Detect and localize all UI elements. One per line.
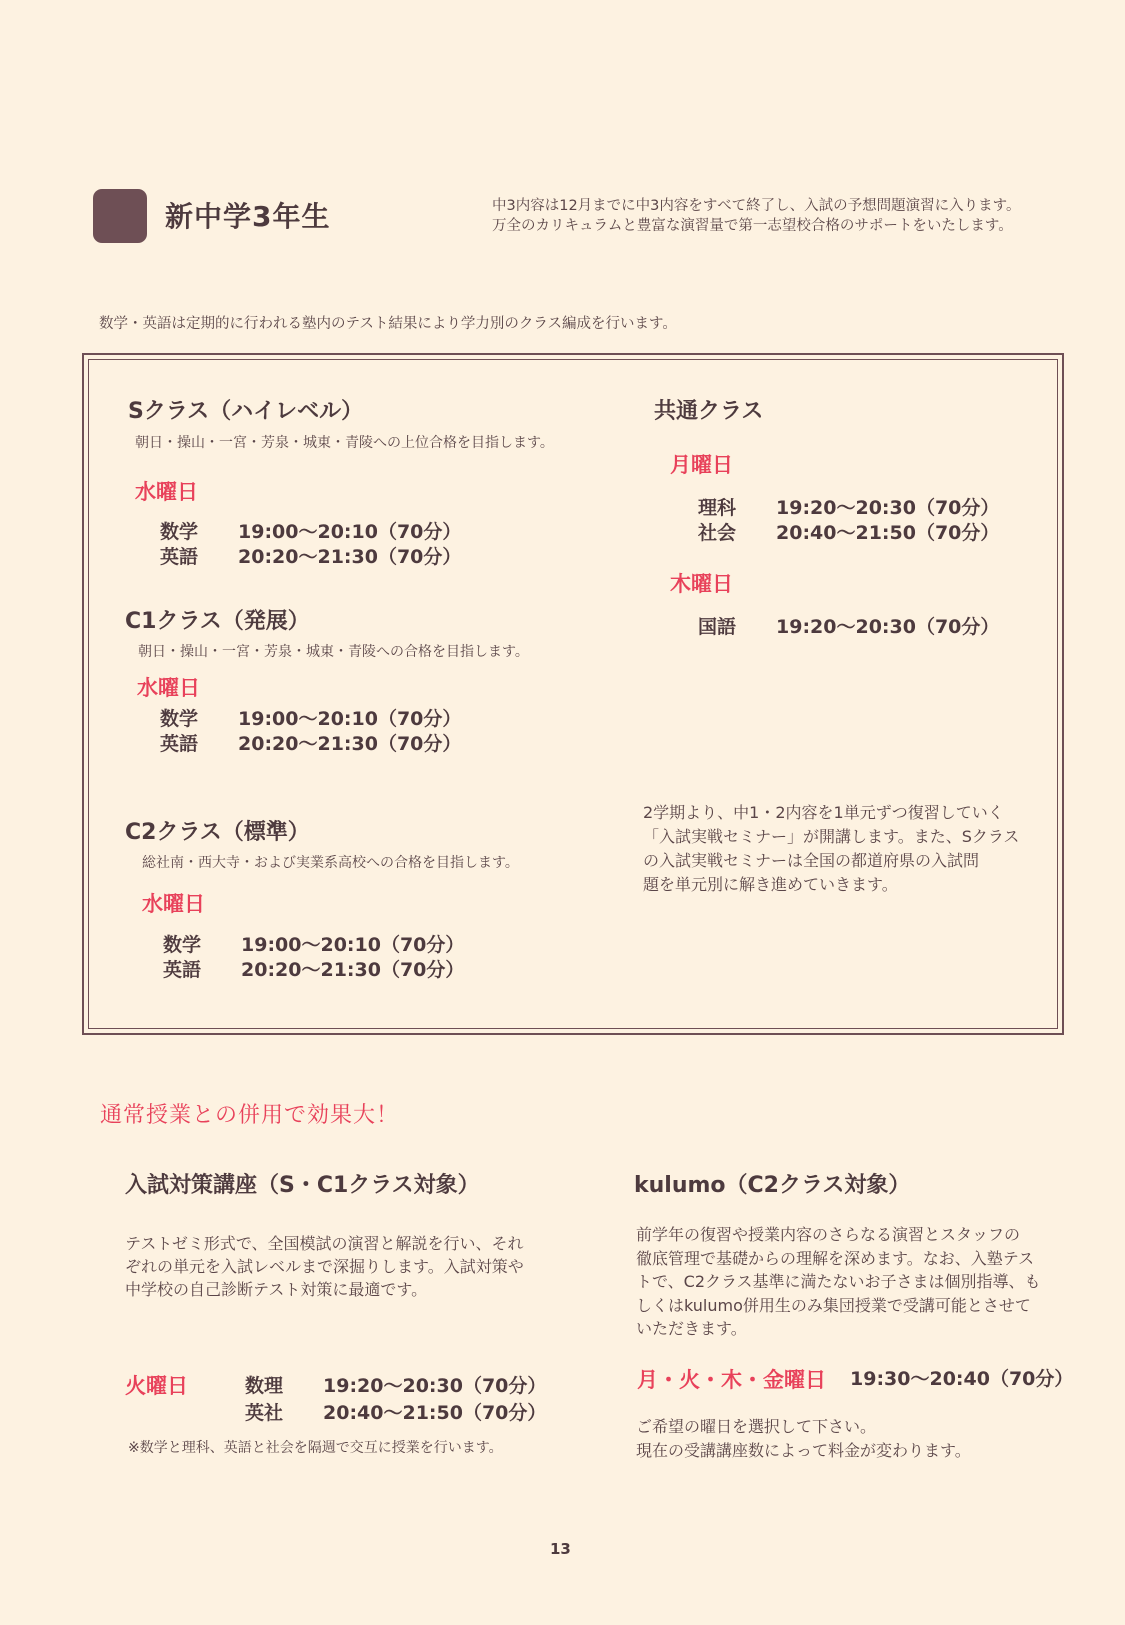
prep-course-day: 火曜日 (125, 1374, 188, 1398)
c1-class-title: C1クラス（発展） (125, 609, 310, 634)
c1-class-day: 水曜日 (137, 676, 200, 700)
c2-class-desc: 総社南・西大寺・および実業系高校への合格を目指します。 (142, 855, 519, 871)
s-class-desc: 朝日・操山・一宮・芳泉・城東・青陵への上位合格を目指します。 (135, 435, 554, 451)
common-class-title: 共通クラス (654, 399, 764, 424)
common-class-row: 理科 19:20〜20:30（70分） (698, 497, 1000, 519)
c1-class-row: 英語 20:20〜21:30（70分） (160, 733, 462, 755)
page-title: 新中学3年生 (165, 200, 331, 233)
c1-class-desc: 朝日・操山・一宮・芳泉・城東・青陵への合格を目指します。 (138, 644, 529, 660)
common-class-row: 社会 20:40〜21:50（70分） (698, 522, 1000, 544)
prep-course-row: 数理 19:20〜20:30（70分） (245, 1375, 547, 1397)
c2-class-row: 数学 19:00〜20:10（70分） (163, 934, 465, 956)
prep-course-desc: テストゼミ形式で、全国模試の演習と解説を行い、それ ぞれの単元を入試レベルまで深掘りします。入試対策や 中学校の自己診断テスト対策に最適です。 (125, 1234, 524, 1299)
s-class-row: 英語 20:20〜21:30（70分） (160, 546, 462, 568)
common-class-row: 国語 19:20〜20:30（70分） (698, 616, 1000, 638)
section-badge (93, 189, 147, 243)
s-class-row: 数学 19:00〜20:10（70分） (160, 521, 462, 543)
c1-class-row: 数学 19:00〜20:10（70分） (160, 708, 462, 730)
c2-class-day: 水曜日 (142, 892, 205, 916)
combo-heading: 通常授業との併用で効果大！ (100, 1103, 400, 1128)
c2-class-title: C2クラス（標準） (125, 820, 310, 845)
kulumo-title: kulumo（C2クラス対象） (634, 1173, 911, 1198)
s-class-title: Sクラス（ハイレベル） (128, 399, 364, 424)
kulumo-desc: 前学年の復習や授業内容のさらなる演習とスタッフの 徹底管理で基礎からの理解を深めます。なお、入塾テス トで、C2クラス基準に満たないお子さまは個別指導、も しくはkulumo併用生のみ集団授業で受講可能とさせて いただきます。 (636, 1225, 1041, 1338)
prep-course-footnote: ※数学と理科、英語と社会を隔週で交互に授業を行います。 (128, 1440, 503, 1456)
prep-course-row: 英社 20:40〜21:50（70分） (245, 1402, 547, 1424)
common-class-thu-day: 木曜日 (670, 572, 733, 596)
kulumo-time: 19:30〜20:40（70分） (850, 1368, 1074, 1390)
s-class-day: 水曜日 (135, 480, 198, 504)
intro-text: 中3内容は12月までに中3内容をすべて終了し、入試の予想問題演習に入ります。 万全のカリキュラムと豊富な演習量で第一志望校合格のサポートをいたします。 (492, 198, 1021, 234)
class-placement-note: 数学・英語は定期的に行われる塾内のテスト結果により学力別のクラス編成を行います。 (99, 316, 677, 332)
seminar-description: 2学期より、中1・2内容を1単元ずつ復習していく 「入試実戦セミナー」が開講します。また、Sクラス の入試実戦セミナーは全国の都道府県の入試問 題を単元別に解き進めていきます。 (643, 803, 1020, 894)
prep-course-title: 入試対策講座（S・C1クラス対象） (125, 1173, 480, 1198)
common-class-mon-day: 月曜日 (670, 453, 733, 477)
c2-class-row: 英語 20:20〜21:30（70分） (163, 959, 465, 981)
kulumo-notes: ご希望の曜日を選択して下さい。 現在の受講講座数によって料金が変わります。 (636, 1417, 971, 1460)
kulumo-days: 月・火・木・金曜日 (637, 1368, 826, 1392)
page-number: 13 (550, 1540, 571, 1558)
